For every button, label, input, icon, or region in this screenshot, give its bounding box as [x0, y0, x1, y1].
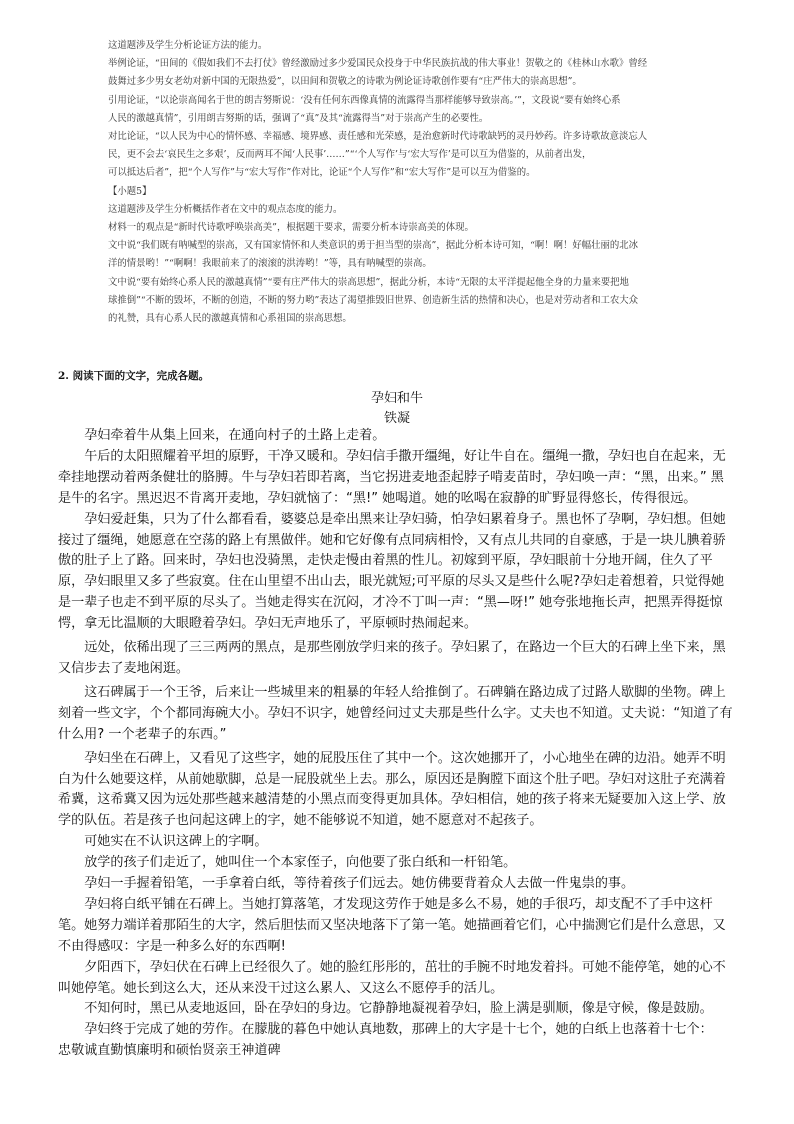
question-heading: 2. 阅读下面的文字，完成各题。: [58, 370, 210, 382]
story-paragraph: 午后的太阳照耀着平坦的原野，干净又暖和。孕妇信手撒开缰绳，好让牛自在。缰绳一撒，孕妇也自在起来，无牵挂地摆动着两条健壮的胳膊。牛与孕妇若即若离，当它拐进麦地歪起脖子啃麦苗时，孕妇唤一声：“黑，出来。” 黑是牛的名字。黑迟迟不肯离开麦地，孕妇就恼了：“黑!” 她喝道。她的吆喝在寂静的旷野显得悠长，传得很远。: [58, 448, 726, 506]
story-paragraph: 夕阳西下，孕妇伏在石碑上已经很久了。她的脸红彤彤的，茁壮的手腕不时地发着抖。可她不能停笔，她的心不叫她停笔。她长到这么大，还从来没干过这么累人、又这么不愿停手的活儿。: [58, 959, 726, 996]
answer-line: 【小题5】: [108, 185, 152, 197]
answer-line: 鼓舞过多少男女老幼对新中国的无限热爱”，以田间和贺敬之的诗歌为例论证诗歌创作要有“庄严伟大的崇高思想”。: [108, 76, 582, 88]
story-paragraph: 可她实在不认识这碑上的字啊。: [84, 834, 268, 850]
answer-line: 人民的激越真情”，引用朗吉努斯的话，强调了“真”及其“流露得当”对于崇高产生的必要性。: [108, 112, 489, 124]
answer-line: 洋的情景哟！”“啊啊！我眼前来了的滚滚的洪涛哟！”等，具有呐喊型的崇高。: [108, 258, 432, 270]
answer-line: 的礼赞，具有心系人民的激越真情和心系祖国的崇高思想。: [108, 313, 352, 325]
answer-line: 可以抵达后者”，把“个人写作”与“宏大写作”作对比，论证“个人写作”和“宏大写作”是可以互为借鉴的。: [108, 167, 536, 179]
answer-line: 这道题涉及学生分析论证方法的能力。: [108, 40, 268, 51]
answer-line: 文中说“要有始终心系人民的激越真情”“要有庄严伟大的崇高思想”，据此分析，本诗“无限的太平洋提起他全身的力量来要把地: [108, 276, 629, 288]
story-paragraph: 远处，依稀出现了三三两两的黑点，是那些刚放学归来的孩子。孕妇累了，在路边一个巨大的石碑上坐下来，黑又信步去了麦地闲逛。: [58, 640, 726, 676]
story-paragraph: 放学的孩子们走近了，她叫住一个本家侄子，向他要了张白纸和一杆铅笔。: [84, 855, 517, 871]
answer-line: 引用论证，“以论崇高闻名于世的朗吉努斯说：‘没有任何东西像真情的流露得当那样能够导致崇高。’”，文段说“要有始终心系: [108, 94, 621, 106]
answer-line: 这道题涉及学生分析概括作者在文中的观点态度的能力。: [108, 203, 343, 215]
story-paragraph: 孕妇终于完成了她的劳作。在朦胧的暮色中她认真地数，那碑上的大字是十七个，她的白纸上也落着十七个：: [84, 1022, 713, 1038]
story-paragraph: 不知何时，黑已从麦地返回，卧在孕妇的身边。它静静地凝视着孕妇，脸上满是驯顺，像是守候，像是鼓励。: [84, 1001, 713, 1017]
story-paragraph: 孕妇一手握着铅笔，一手拿着白纸，等待着孩子们远去。她仿佛要背着众人去做一件鬼祟的事。: [84, 876, 635, 892]
story-paragraph: 孕妇爱赶集，只为了什么都看看，婆婆总是牵出黑来让孕妇骑，怕孕妇累着身子。黑也怀了孕啊，孕妇想。但她接过了缰绳，她愿意在空荡的路上有黑做伴。她和它好像有点同病相怜，又有点儿共同的自豪感，于是一块儿腆着骄傲的肚子上了路。回来时，孕妇也没骑黑，走快走慢由着黑的性儿。初嫁到平原，孕妇眼前十分地开阔，住久了平原，孕妇眼里又多了些寂寞。住在山里望不出山去，眼光就短;可平原的尽头又是些什么呢?孕妇走着想着，只觉得她是一辈子也走不到平原的尽头了。当她走得实在沉闷，才冷不丁叫一声：“黑—呀!” 她夸张地拖长声，把黑弄得挺惊愕，拿无比温顺的大眼瞪着孕妇。孕妇无声地乐了，平原顿时热闹起来。: [58, 511, 726, 632]
answer-line: 举例论证，“田间的《假如我们不去打仗》曾经激励过多少爱国民众投身于中华民族抗战的伟大事业！贺敬之的《桂林山水歌》曾经: [108, 58, 648, 70]
answer-line: 球推倒”“不断的毁坏，不断的创造，不断的努力哟”表达了渴望推毁旧世界、创造新生活的热情和决心，也是对劳动者和工农大众: [108, 294, 639, 306]
story-author: 铁凝: [383, 411, 410, 426]
answer-line: 对比论证，“以人民为中心的情怀感、幸福感、境界感、责任感和光荣感，是治愈新时代诗歌缺钙的灵丹妙药。许多诗歌故意淡忘人: [108, 131, 648, 143]
answer-line: 材料一的观点是“新时代诗歌呼唤崇高美”，根据题干要求，需要分析本诗崇高美的体现。: [108, 222, 474, 234]
story-body: [58, 426, 736, 1062]
story-paragraph: 这石碑属于一个王爷，后来让一些城里来的粗暴的年轻人给推倒了。石碑躺在路边成了过路人歇脚的坐物。碑上刻着一些文字，个个都同海碗大小。孕妇不识字，她曾经问过丈夫那是些什么字。丈夫也不知道。丈夫说：“知道了有什么用? 一个老辈子的东西。”: [58, 684, 733, 742]
story-title: 孕妇和牛: [370, 391, 423, 406]
answer-line: 文中说“我们既有呐喊型的崇高，又有国家情怀和人类意识的勇于担当型的崇高”，据此分析本诗可知，“啊！啊！好幅壮丽的北冰: [108, 240, 639, 252]
story-paragraph: 孕妇坐在石碑上，又看见了这些字，她的屁股压住了其中一个。这次她挪开了，小心地坐在碑的边沿。她弄不明白为什么她要这样，从前她歇脚，总是一屁股就坐上去。那么，原因还是胸膛下面这个肚子吧。孕妇对这肚子充满着希冀，这希冀又因为远处那些越来越清楚的小黑点而变得更加具体。孕妇相信，她的孩子将来无疑要加入这上学、放学的队伍。若是孩子也问起这碑上的字，她不能够说不知道，她不愿意对不起孩子。: [58, 750, 726, 829]
story-paragraph: 孕妇牵着牛从集上回来，在通向村子的土路上走着。: [84, 428, 386, 443]
story-paragraph: 孕妇将白纸平铺在石碑上。当她打算落笔，才发现这劳作于她是多么不易，她的手很巧，却支配不了手中这杆笔。她努力端详着那陌生的大字，然后胆怯而又坚决地落下了第一笔。她描画着它们，心中揣测它们是什么意思，又不由得感叹：字是一种多么好的东西啊!: [58, 896, 726, 954]
answer-explanation: [108, 37, 708, 328]
stele-inscription: 忠敬诚直勤慎廉明和硕怡贤亲王神道碑: [58, 1043, 281, 1059]
answer-line: 民，更不会去‘哀民生之多艰’，反而两耳不闻‘人民事’……”“‘个人写作’与‘宏大写作’是可以互为借鉴的，从前者出发，: [108, 149, 592, 161]
